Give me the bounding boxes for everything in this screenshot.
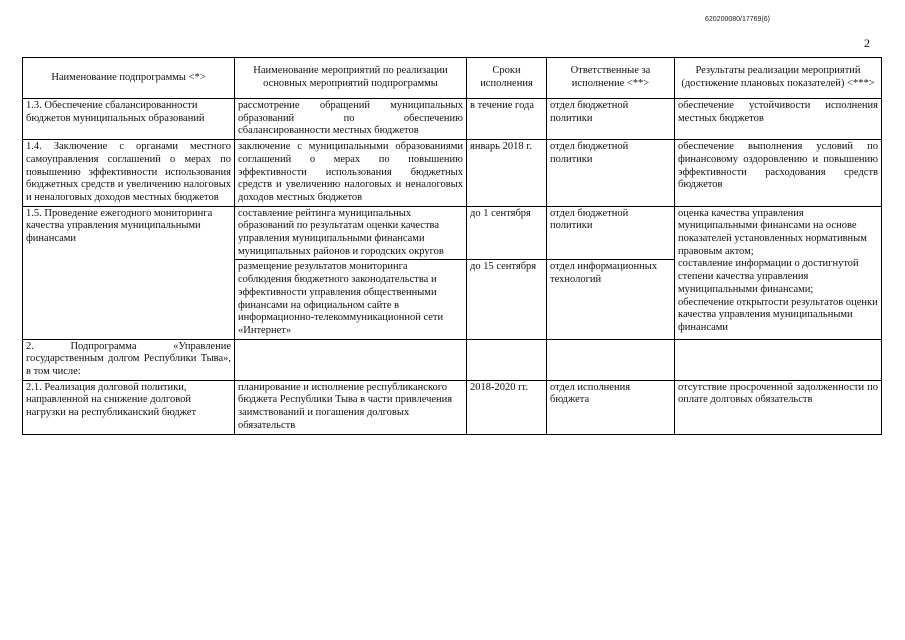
table-row (23, 99, 882, 140)
cell-responsible: отдел исполнения бюджета (547, 380, 675, 434)
cell-responsible: отдел информационных технологий (547, 260, 675, 339)
measures-table (22, 57, 882, 435)
cell-deadline: до 1 сентября (467, 206, 547, 260)
cell-subprogram: 1.3. Обеспечение сбалансированности бюджетов муниципальных образований (23, 99, 235, 140)
table-row (23, 140, 882, 207)
table-row (23, 380, 882, 434)
cell-subprogram: 1.5. Проведение ежегодного мониторинга качества управления муниципальными финансами (23, 206, 235, 339)
cell-subprogram: 2. Подпрограмма «Управление государственным долгом Республики Тыва», в том числе: (23, 339, 235, 380)
cell-responsible: отдел бюджетной политики (547, 99, 675, 140)
cell-deadline-empty (467, 339, 547, 380)
cell-subprogram: 2.1. Реализация долговой политики, направленной на снижение долговой нагрузки на республиканский бюджет (23, 380, 235, 434)
cell-deadline: 2018-2020 гг. (467, 380, 547, 434)
cell-subprogram: 1.4. Заключение с органами местного самоуправления соглашений о мерах по повышению эффективности использования бюджетных средств и увеличению налоговых и неналоговых доходов местных бюджетов (23, 140, 235, 207)
table-header-row (23, 58, 882, 99)
header-result: Результаты реализации мероприятий (достижение плановых показателей) <***> (675, 58, 882, 99)
table-row (23, 206, 882, 260)
header-measure: Наименование мероприятий по реализации основных мероприятий подпрограммы (235, 58, 467, 99)
cell-deadline: в течение года (467, 99, 547, 140)
table-row (23, 339, 882, 380)
cell-responsible: отдел бюджетной политики (547, 206, 675, 260)
cell-result: обеспечение устойчивости исполнения местных бюджетов (675, 99, 882, 140)
cell-deadline: до 15 сентября (467, 260, 547, 339)
header-subprogram: Наименование подпрограммы <*> (23, 58, 235, 99)
cell-result: обеспечение выполнения условий по финансовому оздоровлению и повышению эффективности расходования средств бюджетов (675, 140, 882, 207)
cell-measure: заключение с муниципальными образованиями соглашений о мерах по повышению эффективности использования бюджетных средств и увеличению налоговых и неналоговых доходов местных бюджетов (235, 140, 467, 207)
cell-measure: размещение результатов мониторинга соблюдения бюджетного законодательства и эффективности управления общественными финансами на официальном сайте в информационно-телекоммуникационной сети «Интернет» (235, 260, 467, 339)
cell-measure: составление рейтинга муниципальных образований по результатам оценки качества управления муниципальными финансами муниципальных районов и городских округов (235, 206, 467, 260)
cell-responsible: отдел бюджетной политики (547, 140, 675, 207)
header-responsible: Ответственные за исполнение <**> (547, 58, 675, 99)
page-number: 2 (864, 36, 870, 50)
cell-measure: рассмотрение обращений муниципальных образований по обеспечению сбалансированности местных бюджетов (235, 99, 467, 140)
cell-result: оценка качества управления муниципальными финансами на основе показателей установленных нормативным правовым актом; составление информации о достигнутой степени качества управления муниципальными финансами; обеспечение открытости результатов оценки качества управления муниципальными финансами (675, 206, 882, 339)
document-id: 620200080/17769(6) (705, 16, 771, 23)
header-deadline: Сроки исполнения (467, 58, 547, 99)
cell-result: отсутствие просроченной задолженности по оплате долговых обязательств (675, 380, 882, 434)
cell-measure-empty (235, 339, 467, 380)
cell-result-empty (675, 339, 882, 380)
cell-measure: планирование и исполнение республиканского бюджета Республики Тыва в части привлечения заимствований и погашения долговых обязательств (235, 380, 467, 434)
cell-deadline: январь 2018 г. (467, 140, 547, 207)
cell-responsible-empty (547, 339, 675, 380)
